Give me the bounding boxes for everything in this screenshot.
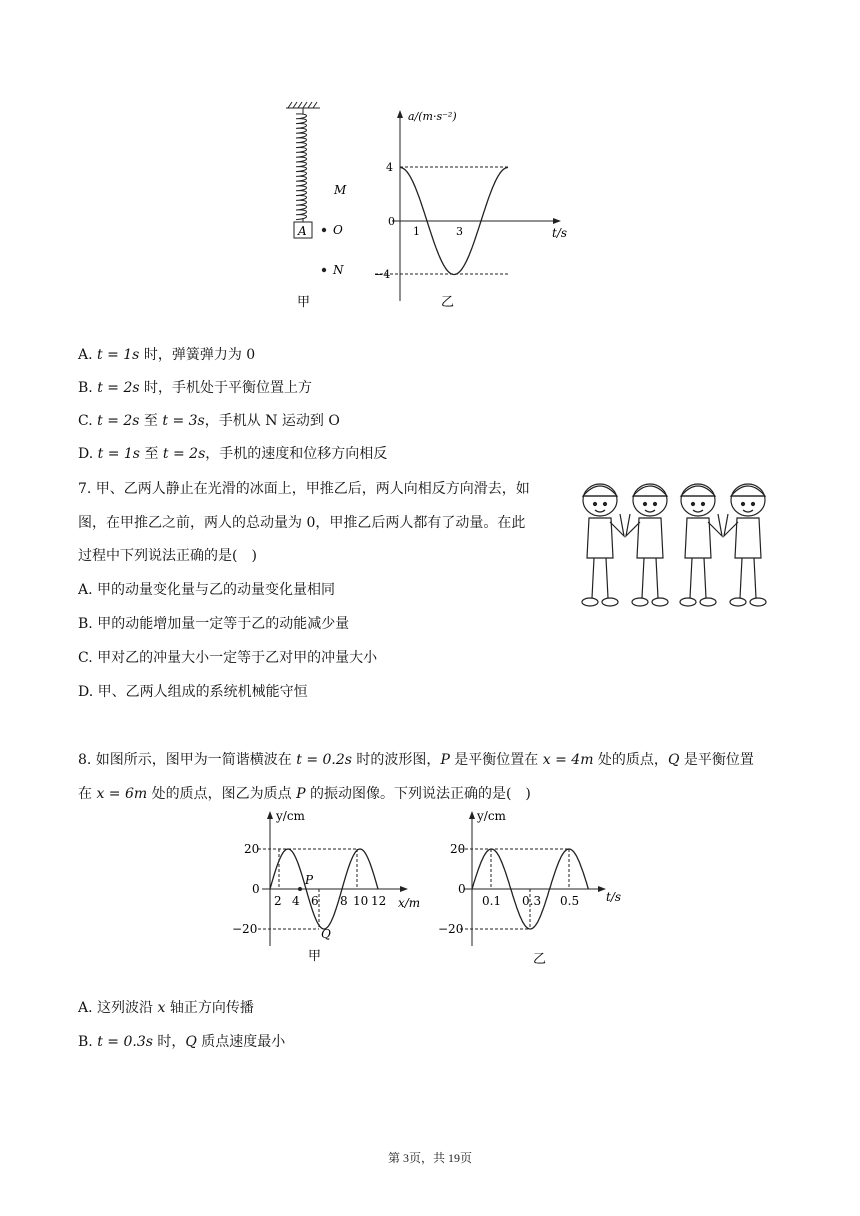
svg-text:−20: −20: [232, 922, 258, 936]
svg-text:N: N: [333, 263, 344, 277]
q7-option-b: B. 甲的动能增加量一定等于乙的动能减少量: [78, 616, 350, 632]
svg-text:4: 4: [386, 161, 393, 174]
q6-option-c: C. t = 2s 至 t = 3s，手机从 N 运动到 O: [78, 413, 340, 429]
q7-option-a: A. 甲的动量变化量与乙的动量变化量相同: [78, 582, 336, 598]
svg-text:8: 8: [340, 894, 348, 908]
graph-jia-caption: 甲: [308, 949, 322, 964]
svg-text:O: O: [333, 223, 343, 237]
svg-text:6: 6: [311, 894, 319, 908]
svg-text:20: 20: [450, 842, 466, 856]
fig6-caption-jia: 甲: [297, 295, 311, 310]
svg-text:y/cm: y/cm: [477, 809, 506, 823]
svg-text:P: P: [305, 873, 314, 887]
block-label: A: [298, 224, 307, 238]
svg-text:0.5: 0.5: [560, 894, 580, 908]
svg-text:0: 0: [458, 882, 466, 896]
svg-text:M: M: [334, 183, 347, 197]
svg-text:x/m: x/m: [398, 896, 421, 910]
q6-figure: [280, 96, 580, 311]
skater-figure: [626, 484, 668, 606]
skater-figure: [724, 484, 766, 606]
q8-option-a: A. 这列波沿 x 轴正方向传播: [78, 1000, 254, 1016]
svg-text:t/s: t/s: [552, 226, 568, 240]
svg-text:3: 3: [456, 225, 463, 238]
svg-text:0.3: 0.3: [522, 894, 542, 908]
vibration-graph-yi: [430, 808, 645, 968]
svg-text:t/s: t/s: [606, 890, 622, 904]
svg-text:1: 1: [413, 225, 420, 238]
svg-text:4: 4: [292, 894, 300, 908]
graph-yi-caption: 乙: [533, 952, 547, 967]
q7-stem-line3: 过程中下列说法正确的是( ): [78, 548, 257, 564]
page-footer: 第 3页，共 19页: [387, 1151, 472, 1165]
q7-option-d: D. 甲、乙两人组成的系统机械能守恒: [78, 684, 308, 700]
svg-text:0: 0: [252, 882, 260, 896]
q8-stem-line1: 8. 如图所示，图甲为一简谐横波在 t = 0.2s 时的波形图，P 是平衡位置在 x = 4m 处的质点，Q 是平衡位置: [78, 752, 754, 768]
svg-text:20: 20: [244, 842, 260, 856]
q8-stem-line2: 在 x = 6m 处的质点，图乙为质点 P 的振动图像。下列说法正确的是( ): [78, 786, 531, 802]
spring: [296, 108, 307, 222]
svg-text:Q: Q: [321, 927, 331, 941]
svg-text:2: 2: [274, 894, 282, 908]
wave-graph-jia: [222, 808, 437, 968]
q7-stem-line1: 7. 甲、乙两人静止在光滑的冰面上，甲推乙后，两人向相反方向滑去，如: [78, 481, 530, 497]
q6-option-a: A. t = 1s 时，弹簧弹力为 0: [78, 347, 256, 363]
svg-text:y/cm: y/cm: [276, 809, 305, 823]
q8-option-b: B. t = 0.3s 时，Q 质点速度最小: [78, 1034, 286, 1050]
fig6-caption-yi: 乙: [441, 295, 455, 310]
svg-text:−4: −4: [374, 268, 391, 281]
svg-text:12: 12: [371, 894, 387, 908]
q6-option-d: D. t = 1s 至 t = 2s，手机的速度和位移方向相反: [78, 446, 388, 462]
svg-text:−20: −20: [438, 922, 464, 936]
svg-text:0: 0: [388, 215, 395, 228]
skater-figure: [680, 484, 722, 606]
svg-text:0.1: 0.1: [482, 894, 502, 908]
at-graph: [374, 110, 567, 310]
svg-text:10: 10: [353, 894, 369, 908]
skater-figure: [582, 484, 624, 606]
skaters-illustration: [572, 478, 788, 614]
svg-text:a/(m·s⁻²): a/(m·s⁻²): [408, 110, 457, 123]
q6-option-b: B. t = 2s 时，手机处于平衡位置上方: [78, 380, 313, 396]
q7-stem-line2: 图，在甲推乙之前，两人的总动量为 0，甲推乙后两人都有了动量。在此: [78, 515, 526, 531]
q7-option-c: C. 甲对乙的冲量大小一定等于乙对甲的冲量大小: [78, 650, 378, 666]
ceiling-hatch: [286, 102, 320, 108]
